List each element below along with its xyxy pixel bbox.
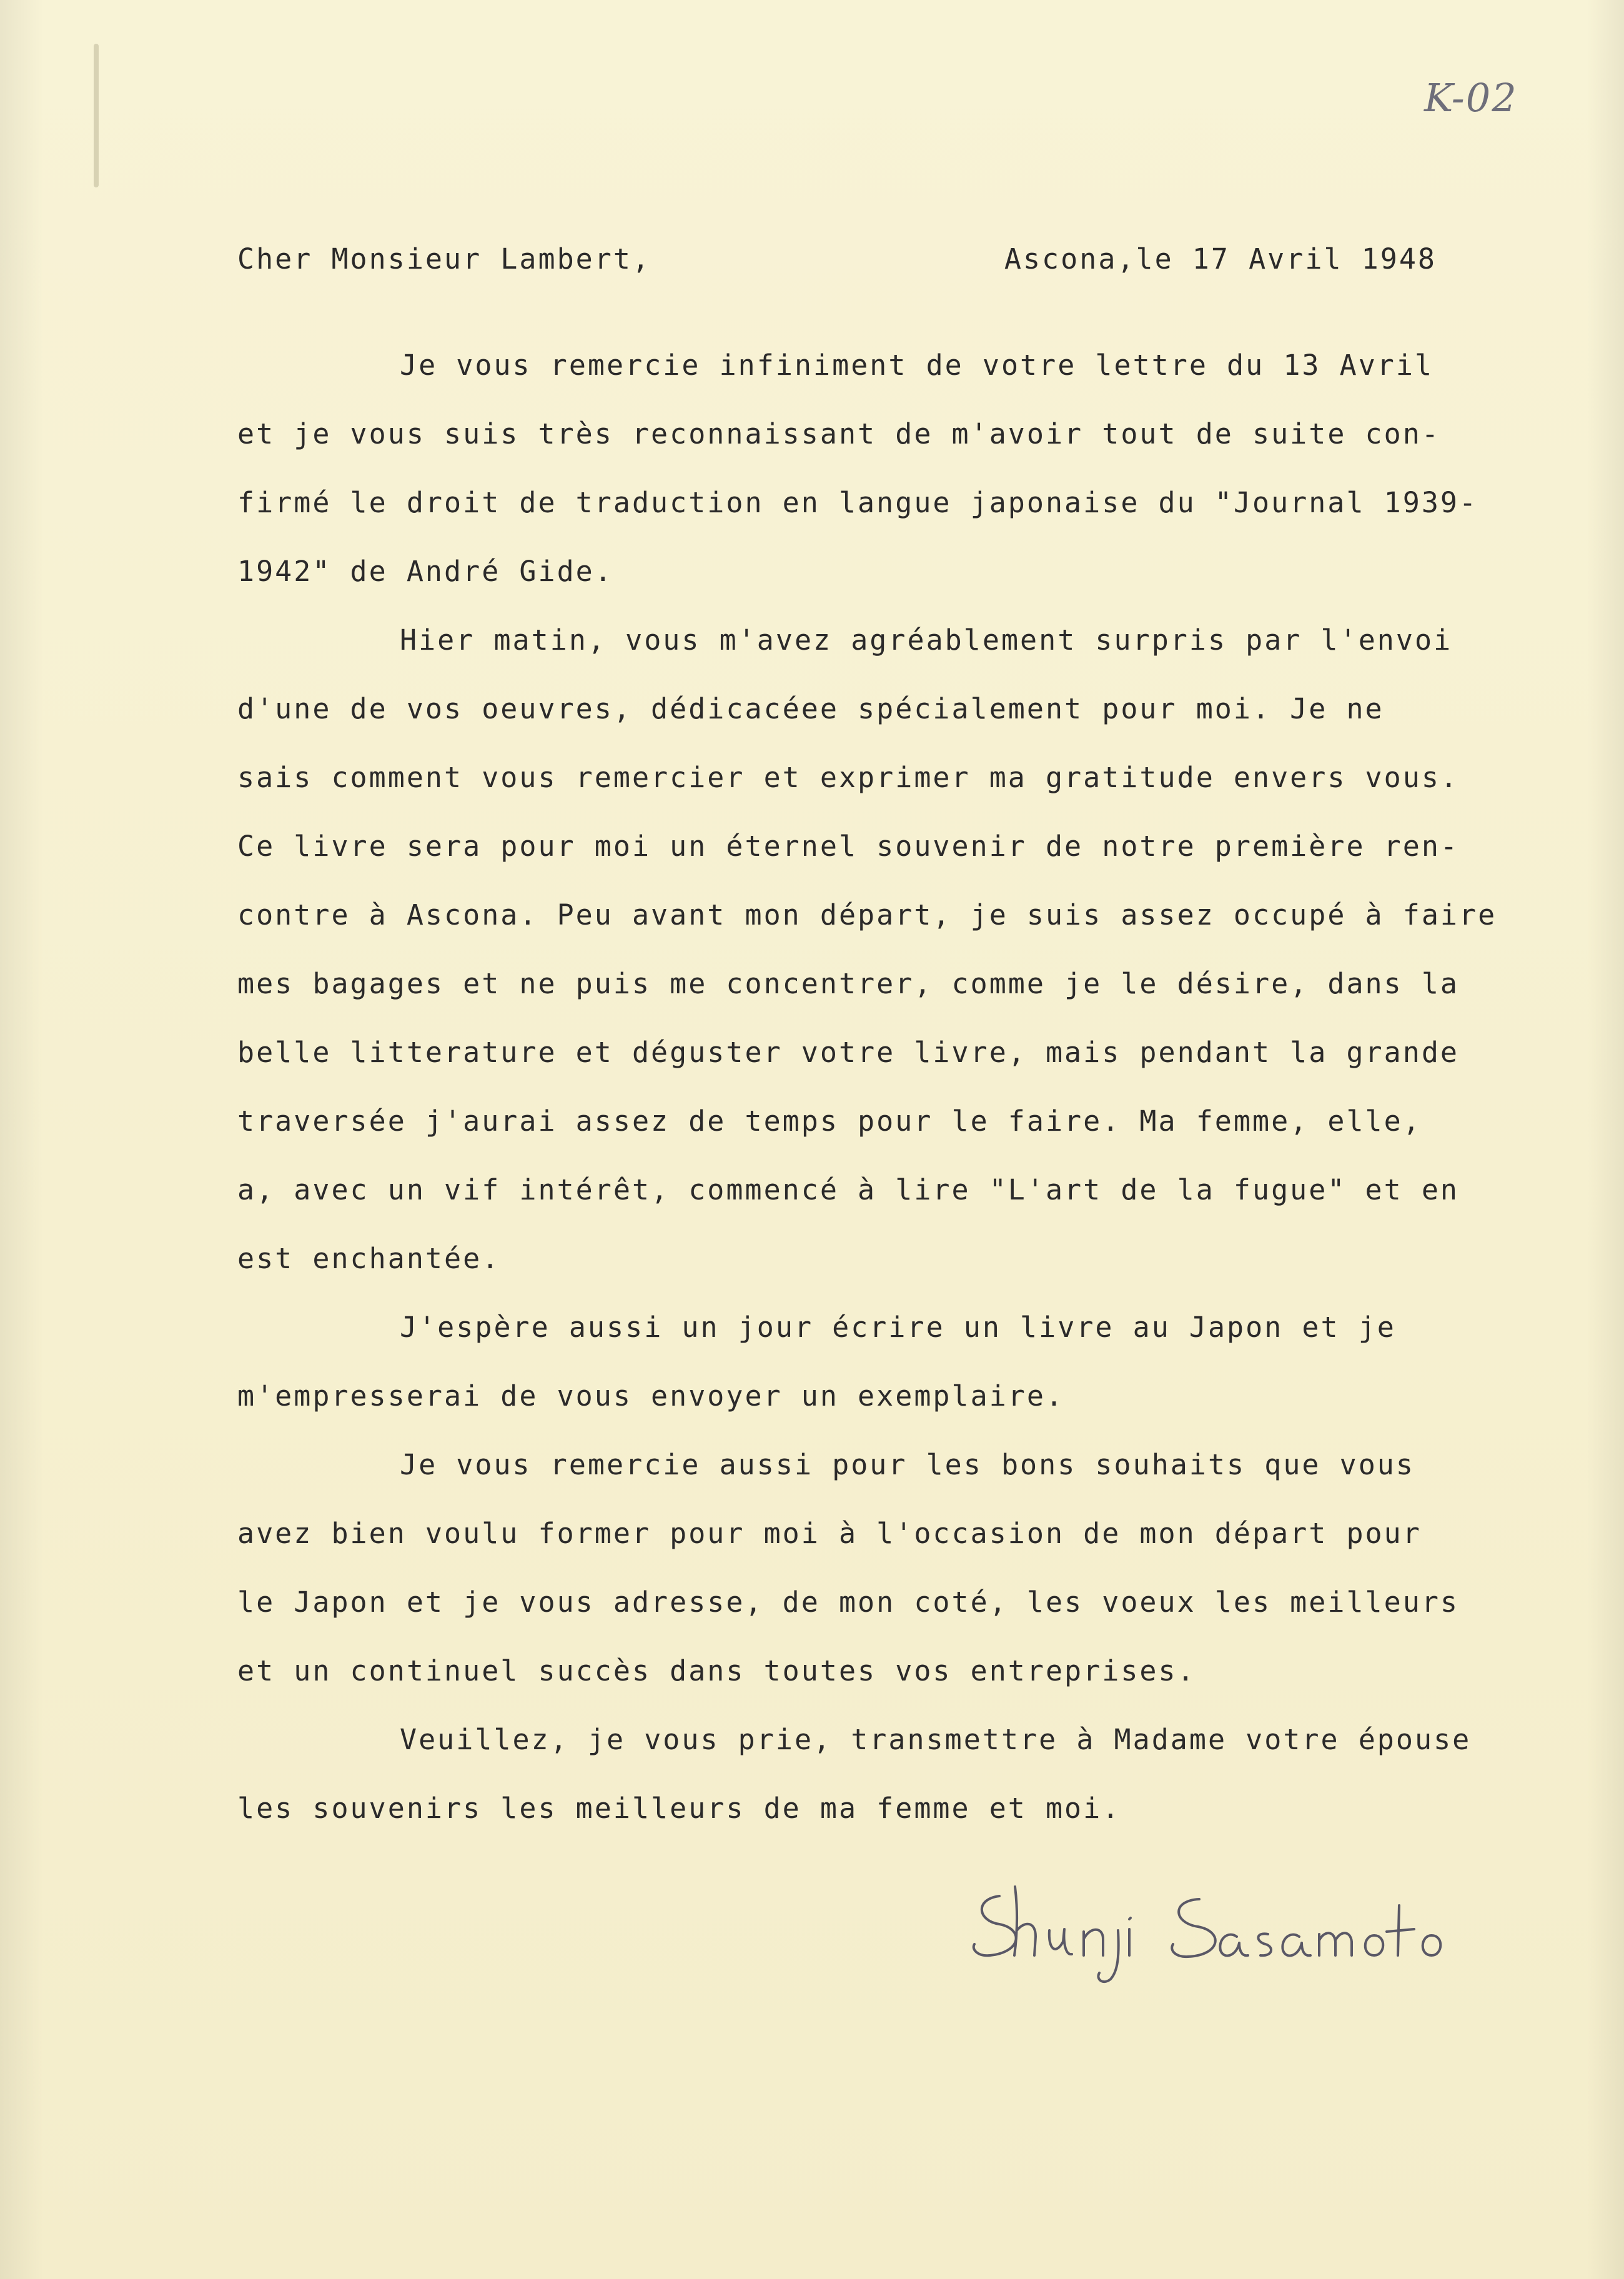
body-line: avez bien voulu former pour moi à l'occasion de mon départ pour xyxy=(237,1517,1422,1550)
body-line: et un continuel succès dans toutes vos entreprises. xyxy=(237,1654,1196,1687)
body-line: Je vous remercie infiniment de votre lettre du 13 Avril xyxy=(400,349,1434,382)
body-line: firmé le droit de traduction en langue japonaise du "Journal 1939- xyxy=(237,486,1478,519)
body-line: m'empresserai de vous envoyer un exemplaire. xyxy=(237,1379,1065,1413)
body-line: et je vous suis très reconnaissant de m'avoir tout de suite con- xyxy=(237,417,1440,450)
body-line: a, avec un vif intérêt, commencé à lire "L'art de la fugue" et en xyxy=(237,1173,1459,1206)
body-line: J'espère aussi un jour écrire un livre au Japon et je xyxy=(400,1311,1396,1344)
body-line: Ce livre sera pour moi un éternel souvenir de notre première ren- xyxy=(237,830,1459,863)
paper-edge-right xyxy=(1587,0,1624,2279)
body-line: Je vous remercie aussi pour les bons souhaits que vous xyxy=(400,1448,1415,1481)
handwritten-signature xyxy=(962,1862,1462,1987)
body-line: d'une de vos oeuvres, dédicacéee spécialement pour moi. Je ne xyxy=(237,692,1384,725)
place-and-date: Ascona,le 17 Avril 1948 xyxy=(1004,242,1437,276)
body-line: contre à Ascona. Peu avant mon départ, je suis assez occupé à faire xyxy=(237,898,1497,931)
body-line: Hier matin, vous m'avez agréablement surpris par l'envoi xyxy=(400,623,1453,657)
paper-fold-mark xyxy=(94,44,99,187)
body-line: 1942" de André Gide. xyxy=(237,555,613,588)
body-line: traversée j'aurai assez de temps pour le faire. Ma femme, elle, xyxy=(237,1105,1422,1138)
body-line: Veuillez, je vous prie, transmettre à Madame votre épouse xyxy=(400,1723,1472,1756)
salutation: Cher Monsieur Lambert, xyxy=(237,242,651,276)
archive-reference-mark: K-02 xyxy=(1424,75,1518,121)
body-line: le Japon et je vous adresse, de mon coté, les voeux les meilleurs xyxy=(237,1586,1459,1619)
body-line: sais comment vous remercier et exprimer ma gratitude envers vous. xyxy=(237,761,1459,794)
body-line: est enchantée. xyxy=(237,1242,501,1275)
body-line: les souvenirs les meilleurs de ma femme et moi. xyxy=(237,1792,1121,1825)
paper-edge-left xyxy=(0,0,44,2279)
body-line: mes bagages et ne puis me concentrer, comme je le désire, dans la xyxy=(237,967,1459,1000)
body-line: belle litterature et déguster votre livre, mais pendant la grande xyxy=(237,1036,1459,1069)
